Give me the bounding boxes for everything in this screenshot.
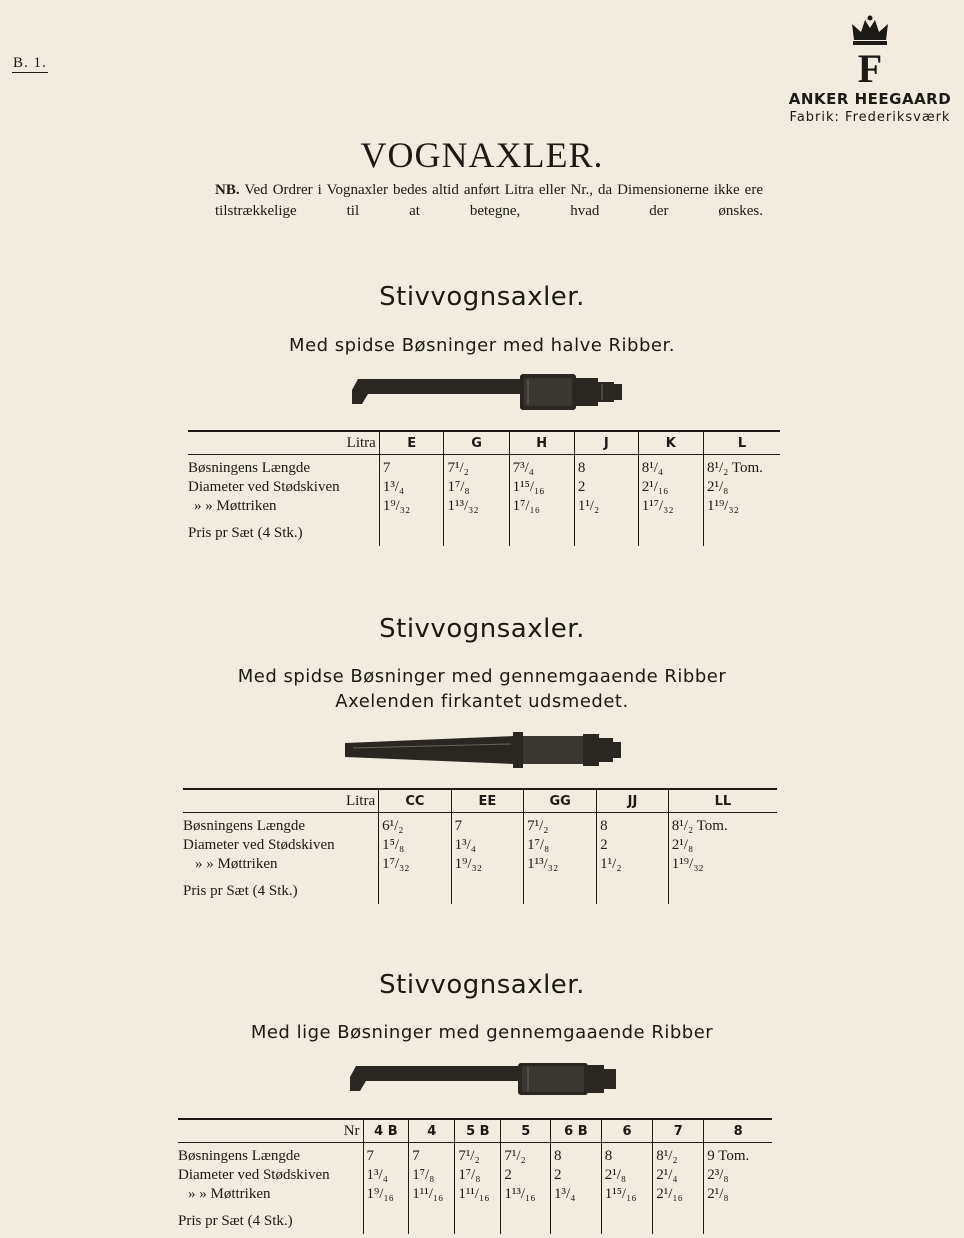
- table-cell: 1¹¹/₁₆: [409, 1185, 455, 1204]
- price-cell: [668, 874, 777, 904]
- table-row: [188, 497, 780, 516]
- table-row: [188, 455, 780, 479]
- column-header: 8: [704, 1119, 772, 1143]
- row-label: Diameter ved Stødskiven: [183, 837, 335, 853]
- section-3-subtitle: Med lige Bøsninger med gennemgaaende Ribber: [250, 1022, 714, 1043]
- price-row: [178, 1204, 772, 1234]
- price-cell: [524, 874, 597, 904]
- brand-factory: Fabrik: Frederiksværk: [789, 110, 951, 125]
- table-cell: 1³/₄: [363, 1166, 409, 1185]
- price-cell: [409, 1204, 455, 1234]
- row-label: Bøsningens Længde: [183, 818, 306, 834]
- table-cell: 7¹/₂: [524, 813, 597, 837]
- table-cell: 1⁹/₃₂: [379, 497, 444, 516]
- table-cell: 2¹/₄: [653, 1166, 704, 1185]
- table-cell: 1¹¹/₁₆: [455, 1185, 501, 1204]
- table-cell: 9 Tom.: [704, 1143, 772, 1167]
- price-cell: [574, 516, 638, 546]
- table-cell: 1¹³/₁₆: [501, 1185, 551, 1204]
- table-row: [178, 1143, 772, 1167]
- table-cell: 1¹³/₃₂: [524, 855, 597, 874]
- price-label: Pris pr Sæt (4 Stk.): [188, 524, 303, 541]
- column-header: 7: [653, 1119, 704, 1143]
- table-cell: 2: [597, 836, 669, 855]
- table-cell: 7: [379, 455, 444, 479]
- column-header: 5 B: [455, 1119, 501, 1143]
- brand-block: [780, 14, 960, 144]
- table-cell: 7: [363, 1143, 409, 1167]
- table-row: [188, 478, 780, 497]
- price-cell: [509, 516, 574, 546]
- table-cell: 7: [409, 1143, 455, 1167]
- axle-curved-illustration: [348, 370, 628, 414]
- table-cell: 8: [574, 455, 638, 479]
- table-cell: 7: [451, 813, 524, 837]
- spec-table-3: [178, 1118, 772, 1234]
- row-label: » » Møttriken: [194, 498, 277, 514]
- section-2-title: Stivvognsaxler.: [379, 614, 585, 644]
- table-cell: 1¹⁵/₁₆: [601, 1185, 653, 1204]
- table-cell: 1¹⁷/₃₂: [638, 497, 703, 516]
- table-cell: 1⁷/₈: [524, 836, 597, 855]
- table-row: [178, 1185, 772, 1204]
- column-header: 6: [601, 1119, 653, 1143]
- table-cell: 1¹⁵/₁₆: [509, 478, 574, 497]
- column-header: LL: [668, 789, 777, 813]
- section-3-title: Stivvognsaxler.: [379, 970, 585, 1000]
- nb-prefix: NB.: [215, 182, 240, 198]
- column-header: J: [574, 431, 638, 455]
- table-row: [183, 836, 777, 855]
- table-header-label: Litra: [188, 431, 379, 455]
- table-cell: 1¹/₂: [574, 497, 638, 516]
- table-cell: 7¹/₂: [501, 1143, 551, 1167]
- table-cell: 1¹³/₃₂: [444, 497, 509, 516]
- column-header: G: [444, 431, 509, 455]
- table-cell: 6¹/₂: [379, 813, 452, 837]
- table-cell: 1⁷/₈: [409, 1166, 455, 1185]
- page-title: VOGNAXLER.: [360, 135, 604, 175]
- spec-table-1: [188, 430, 780, 546]
- table-cell: 1¹/₂: [597, 855, 669, 874]
- price-cell: [551, 1204, 602, 1234]
- price-cell: [597, 874, 669, 904]
- row-label: Diameter ved Stødskiven: [188, 479, 340, 495]
- table-cell: 7¹/₂: [444, 455, 509, 479]
- column-header: 4: [409, 1119, 455, 1143]
- section-1-subtitle: Med spidse Bøsninger med halve Ribber.: [289, 335, 675, 356]
- column-header: H: [509, 431, 574, 455]
- table-cell: 2¹/₁₆: [653, 1185, 704, 1204]
- table-cell: 1⁵/₈: [379, 836, 452, 855]
- table-cell: 1⁷/₈: [444, 478, 509, 497]
- price-cell: [444, 516, 509, 546]
- table-cell: 2¹/₈: [668, 836, 777, 855]
- row-label: Diameter ved Stødskiven: [178, 1167, 330, 1183]
- table-cell: 1¹⁹/₃₂: [668, 855, 777, 874]
- price-label: Pris pr Sæt (4 Stk.): [178, 1212, 293, 1229]
- table-cell: 8: [551, 1143, 602, 1167]
- column-header: K: [638, 431, 703, 455]
- table-cell: 2: [551, 1166, 602, 1185]
- price-cell: [653, 1204, 704, 1234]
- column-header: CC: [379, 789, 452, 813]
- axle-square-end-illustration: [343, 728, 625, 772]
- table-cell: 1⁷/₃₂: [379, 855, 452, 874]
- column-header: L: [703, 431, 780, 455]
- table-cell: 8¹/₂ Tom.: [668, 813, 777, 837]
- column-header: 6 B: [551, 1119, 602, 1143]
- price-row: [188, 516, 780, 546]
- row-label: » » Møttriken: [188, 1186, 271, 1202]
- spec-table-2: [183, 788, 777, 904]
- brand-name: ANKER HEEGAARD: [788, 90, 952, 108]
- table-header-label: Nr: [178, 1119, 363, 1143]
- table-row: [183, 855, 777, 874]
- table-cell: 2¹/₈: [704, 1185, 772, 1204]
- table-cell: 1³/₄: [379, 478, 444, 497]
- table-cell: 1³/₄: [451, 836, 524, 855]
- table-cell: 2: [574, 478, 638, 497]
- table-cell: 1⁹/₃₂: [451, 855, 524, 874]
- table-cell: 8: [601, 1143, 653, 1167]
- page-label: B. 1.: [13, 55, 47, 71]
- table-cell: 2³/₈: [704, 1166, 772, 1185]
- table-cell: 1⁷/₈: [455, 1166, 501, 1185]
- table-cell: 2¹/₁₆: [638, 478, 703, 497]
- price-cell: [379, 874, 452, 904]
- column-header: JJ: [597, 789, 669, 813]
- section-1-title: Stivvognsaxler.: [379, 282, 585, 312]
- price-cell: [638, 516, 703, 546]
- table-cell: 2: [501, 1166, 551, 1185]
- column-header: EE: [451, 789, 524, 813]
- nb-text: Ved Ordrer i Vognaxler bedes altid anført Litra eller Nr., da Dimensionerne ikke ere tilstrækkelige til at betegne, hvad der ønskes.: [215, 182, 763, 219]
- table-header-label: Litra: [183, 789, 379, 813]
- section-2-subtitle-2: Axelenden firkantet udsmedet.: [335, 691, 629, 712]
- table-cell: 1⁹/₁₆: [363, 1185, 409, 1204]
- table-cell: 8: [597, 813, 669, 837]
- logo-letter: F: [857, 46, 883, 86]
- table-row: [183, 813, 777, 837]
- table-cell: 7³/₄: [509, 455, 574, 479]
- column-header: GG: [524, 789, 597, 813]
- table-cell: 2¹/₈: [601, 1166, 653, 1185]
- column-header: 5: [501, 1119, 551, 1143]
- table-cell: 8¹/₂: [653, 1143, 704, 1167]
- table-cell: 1³/₄: [551, 1185, 602, 1204]
- axle-straight-illustration: [346, 1057, 620, 1101]
- table-cell: 2¹/₈: [703, 478, 780, 497]
- price-cell: [379, 516, 444, 546]
- row-label: Bøsningens Længde: [178, 1148, 301, 1164]
- table-cell: 1¹⁹/₃₂: [703, 497, 780, 516]
- column-header: 4 B: [363, 1119, 409, 1143]
- section-2-subtitle-1: Med spidse Bøsninger med gennemgaaende Ribber: [237, 666, 727, 687]
- table-row: [178, 1166, 772, 1185]
- price-cell: [451, 874, 524, 904]
- nb-note: [215, 180, 763, 222]
- price-label: Pris pr Sæt (4 Stk.): [183, 882, 298, 899]
- price-cell: [363, 1204, 409, 1234]
- price-cell: [455, 1204, 501, 1234]
- row-label: » » Møttriken: [195, 856, 278, 872]
- table-cell: 8¹/₄: [638, 455, 703, 479]
- crown-logo-icon: [848, 14, 892, 86]
- row-label: Bøsningens Længde: [188, 460, 311, 476]
- table-cell: 1⁷/₁₆: [509, 497, 574, 516]
- table-cell: 7¹/₂: [455, 1143, 501, 1167]
- price-cell: [704, 1204, 772, 1234]
- price-cell: [501, 1204, 551, 1234]
- table-cell: 8¹/₂ Tom.: [703, 455, 780, 479]
- price-cell: [703, 516, 780, 546]
- column-header: E: [379, 431, 444, 455]
- price-cell: [601, 1204, 653, 1234]
- price-row: [183, 874, 777, 904]
